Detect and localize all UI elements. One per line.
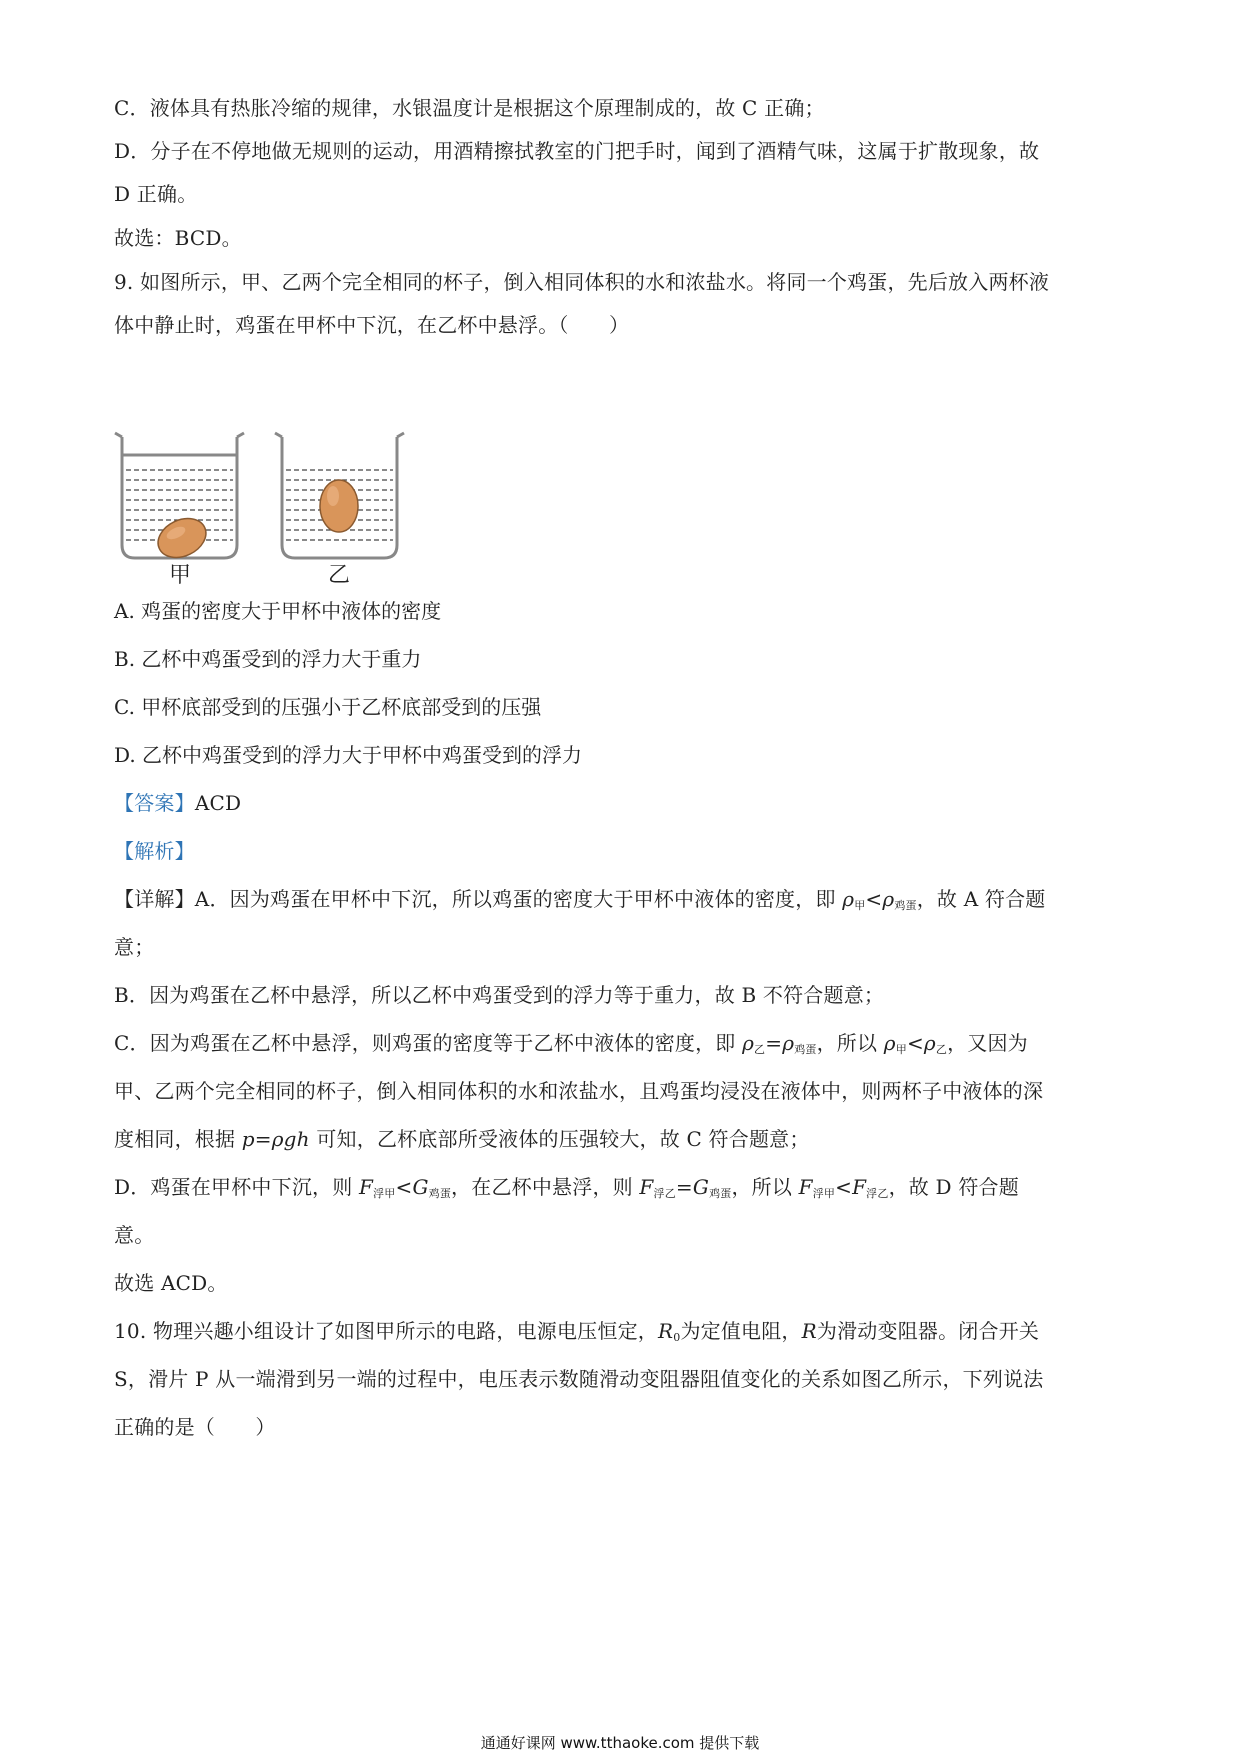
beaker-left <box>115 433 244 565</box>
formula-operator: = <box>675 1175 693 1199</box>
detail-b-line: B．因为鸡蛋在乙杯中悬浮，所以乙杯中鸡蛋受到的浮力等于重力，故 B 不符合题意； <box>114 983 885 1007</box>
text-line: 意。 <box>114 1223 155 1247</box>
text-span: ，所以 <box>731 1175 793 1199</box>
text-span: D．鸡蛋在甲杯中下沉，则 <box>114 1175 353 1199</box>
option-c: C. 甲杯底部受到的压强小于乙杯底部受到的压强 <box>114 695 542 719</box>
label-yi: 乙 <box>327 563 351 585</box>
formula-symbol: ρ <box>842 887 855 911</box>
beaker-figure <box>110 390 470 585</box>
option-a: A. 鸡蛋的密度大于甲杯中液体的密度 <box>114 599 442 623</box>
formula-subscript: 浮甲 <box>812 1187 836 1200</box>
formula-symbol: F <box>852 1175 867 1199</box>
formula-subscript: 鸡蛋 <box>428 1187 452 1200</box>
formula-subscript: 浮乙 <box>653 1187 676 1200</box>
formula-symbol: G <box>692 1175 710 1199</box>
formula-subscript: 浮甲 <box>373 1187 396 1200</box>
formula-symbol: ρ <box>883 1031 896 1055</box>
formula-symbol: R <box>801 1319 817 1343</box>
formula-operator: < <box>395 1175 413 1199</box>
question-10-line: 正确的是（ ） <box>114 1415 276 1439</box>
text-line: D．分子在不停地做无规则的运动，用酒精擦拭教室的门把手时，闻到了酒精气味，这属于扩散现象，故 <box>114 139 1040 163</box>
formula-symbol: F <box>639 1175 654 1199</box>
text-line: 意； <box>114 935 155 959</box>
text-span: ，故 A 符合题 <box>916 887 1046 911</box>
text-span: 为定值电阻， <box>680 1319 802 1343</box>
text-span: 为滑动变阻器。闭合开关 <box>816 1319 1040 1343</box>
text-line: C．液体具有热胀冷缩的规律，水银温度计是根据这个原理制成的，故 C 正确； <box>114 96 825 120</box>
beaker-illustration <box>110 390 470 585</box>
answer-line <box>114 790 241 816</box>
formula-symbol: ρ <box>782 1031 795 1055</box>
formula-subscript: 0 <box>673 1331 681 1344</box>
option-b: B. 乙杯中鸡蛋受到的浮力大于重力 <box>114 647 422 671</box>
page-footer: 通通好课网 www.tthaoke.com 提供下载 <box>480 1734 760 1752</box>
text-line: 甲、乙两个完全相同的杯子，倒入相同体积的水和浓盐水，且鸡蛋均浸没在液体中，则两杯子中液体的深 <box>114 1079 1044 1103</box>
text-span: 【详解】A．因为鸡蛋在甲杯中下沉，所以鸡蛋的密度大于甲杯中液体的密度，即 <box>114 887 836 911</box>
text-span: 10. 物理兴趣小组设计了如图甲所示的电路，电源电压恒定， <box>114 1319 658 1343</box>
detail-d-line <box>114 1174 1019 1207</box>
option-d: D. 乙杯中鸡蛋受到的浮力大于甲杯中鸡蛋受到的浮力 <box>114 743 583 767</box>
formula-subscript: 鸡蛋 <box>709 1187 732 1200</box>
text-span: ，又因为 <box>947 1031 1028 1055</box>
text-span: ，所以 <box>816 1031 878 1055</box>
question-10-line: S，滑片 P 从一端滑到另一端的过程中，电压表示数随滑动变阻器阻值变化的关系如图乙所示，下列说法 <box>114 1367 1044 1391</box>
label-jia: 甲 <box>168 563 192 585</box>
question-9-line: 9. 如图所示，甲、乙两个完全相同的杯子，倒入相同体积的水和浓盐水。将同一个鸡蛋，先后放入两杯液 <box>114 270 1050 294</box>
formula-subscript: 乙 <box>935 1043 948 1056</box>
formula-symbol: R <box>657 1319 674 1343</box>
text-span: 度相同，根据 <box>114 1127 236 1151</box>
detail-c-line <box>114 1030 1028 1063</box>
formula-subscript: 鸡蛋 <box>894 899 917 912</box>
text-line: 故选 ACD。 <box>114 1271 228 1295</box>
analysis-tag: 【解析】 <box>114 839 195 863</box>
detail-c-line <box>114 1126 810 1152</box>
text-line: D 正确。 <box>114 182 198 206</box>
formula-operator: < <box>906 1031 924 1055</box>
formula-pressure: p=ρgh <box>241 1127 310 1151</box>
formula-subscript: 鸡蛋 <box>794 1043 817 1056</box>
formula-symbol: G <box>412 1175 429 1199</box>
formula-subscript: 甲 <box>895 1043 907 1056</box>
formula-symbol: F <box>798 1175 813 1199</box>
formula-operator: < <box>835 1175 853 1199</box>
text-span: ，故 D 符合题 <box>888 1175 1019 1199</box>
formula-subscript: 浮乙 <box>866 1187 889 1200</box>
beaker-right <box>275 433 404 558</box>
answer-value: ACD <box>194 791 242 815</box>
formula-symbol: ρ <box>742 1031 755 1055</box>
formula-operator: = <box>765 1031 783 1055</box>
answer-tag: 【答案】 <box>114 791 195 815</box>
question-9-line: 体中静止时，鸡蛋在甲杯中下沉，在乙杯中悬浮。（ ） <box>114 313 630 337</box>
text-line: 故选：BCD。 <box>114 226 242 250</box>
question-10-line <box>114 1318 1039 1351</box>
formula-operator: < <box>865 887 883 911</box>
formula-symbol: ρ <box>882 887 895 911</box>
formula-subscript: 甲 <box>854 899 866 912</box>
formula-symbol: F <box>359 1175 374 1199</box>
text-span: 可知，乙杯底部所受液体的压强较大，故 C 符合题意； <box>316 1127 810 1151</box>
text-span: C．因为鸡蛋在乙杯中悬浮，则鸡蛋的密度等于乙杯中液体的密度，即 <box>114 1031 736 1055</box>
formula-subscript: 乙 <box>754 1043 766 1056</box>
detail-a-line <box>114 886 1046 919</box>
formula-symbol: ρ <box>923 1031 936 1055</box>
text-span: ，在乙杯中悬浮，则 <box>451 1175 633 1199</box>
